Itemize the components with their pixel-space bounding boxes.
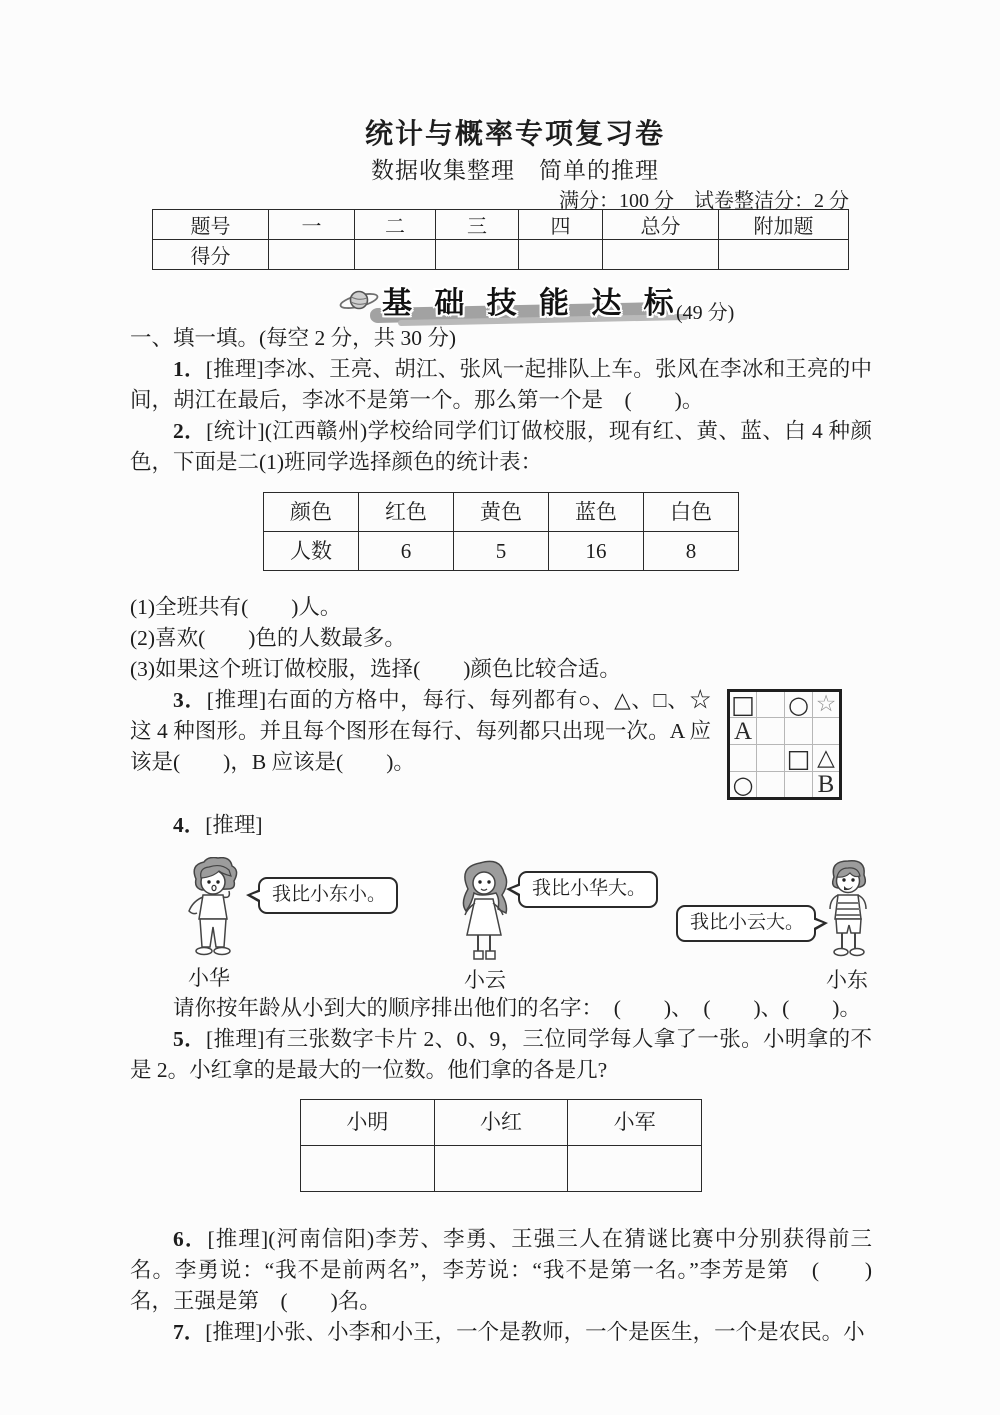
score-header-cell: 总分 xyxy=(603,210,719,240)
grid-cell-empty xyxy=(785,718,813,745)
grid-cell-circle: ○ xyxy=(785,691,813,718)
grid-row xyxy=(729,718,841,745)
score-table-header-row xyxy=(153,210,849,240)
question-1-number: 1． xyxy=(173,357,206,381)
answer-blank-cell xyxy=(568,1146,702,1192)
question-7-text: [推理]小张、小李和小王，一个是教师，一个是医生，一个是农民。小 xyxy=(205,1320,865,1344)
grid-cell-empty xyxy=(757,772,785,799)
question-2 xyxy=(130,416,872,478)
name-cell: 小军 xyxy=(568,1100,702,1146)
score-table-points-row xyxy=(153,240,849,270)
count-cell: 6 xyxy=(359,532,454,571)
grid-cell-empty xyxy=(757,691,785,718)
score-summary-table xyxy=(152,209,849,270)
question-4-illustration xyxy=(130,851,872,993)
question-5 xyxy=(130,1024,872,1086)
question-4-label xyxy=(130,810,872,841)
grid-cell-empty xyxy=(729,745,757,772)
score-header-cell: 附加题 xyxy=(719,210,849,240)
names-header-row xyxy=(301,1100,702,1146)
question-3-number: 3． xyxy=(173,688,207,712)
saturn-planet-icon xyxy=(338,286,380,316)
color-table-corner: 颜色 xyxy=(264,493,359,532)
question-1-text: [推理]李冰、王亮、胡江、张风一起排队上车。张风在李冰和王亮的中间，胡江在最后，李冰不是第一个。那么第一个是 ( )。 xyxy=(130,357,872,412)
grid-cell-star: ☆ xyxy=(813,691,841,718)
grid-cell-triangle: △ xyxy=(813,745,841,772)
score-header-cell: 题号 xyxy=(153,210,269,240)
count-cell: 8 xyxy=(644,532,739,571)
score-header-cell: 二 xyxy=(355,210,436,240)
grid-cell-empty xyxy=(813,718,841,745)
question-4-number: 4． xyxy=(173,813,206,837)
grid-row xyxy=(729,745,841,772)
score-blank-cell xyxy=(519,240,603,270)
score-blank-cell xyxy=(719,240,849,270)
question-5-number: 5． xyxy=(173,1027,206,1051)
question-6 xyxy=(130,1224,872,1317)
question-1 xyxy=(130,354,872,416)
section-points: (49 分) xyxy=(676,302,735,324)
grid-cell-B: B xyxy=(813,772,841,799)
score-header-cell: 三 xyxy=(436,210,519,240)
grid-row xyxy=(729,772,841,799)
name-cell: 小明 xyxy=(301,1100,435,1146)
score-blank-cell xyxy=(355,240,436,270)
card-answer-table xyxy=(300,1099,702,1192)
answer-blank-cell xyxy=(434,1146,568,1192)
grid-cell-A: A xyxy=(729,718,757,745)
color-cell: 红色 xyxy=(359,493,454,532)
counts-row-label: 人数 xyxy=(264,532,359,571)
kid-name-xiaohua: 小华 xyxy=(188,966,230,990)
color-table-header-row xyxy=(264,493,739,532)
girl-xiaoyun-illustration xyxy=(450,859,522,965)
question-4-tag: [推理] xyxy=(205,813,263,837)
uniform-color-stats-table xyxy=(263,492,739,571)
shape-logic-grid xyxy=(727,689,842,800)
boy-xiaohua-illustration xyxy=(172,857,254,961)
question-6-text: [推理](河南信阳)李芳、李勇、王强三人在猜谜比赛中分别获得前三名。李勇说：“我不是前两名”，李芳说：“我不是第一名。”李芳是第 ( )名，王强是第 ( )名。 xyxy=(130,1227,872,1313)
grid-cell-circle: ○ xyxy=(729,772,757,799)
questions-area xyxy=(130,323,872,1348)
color-cell: 蓝色 xyxy=(549,493,644,532)
question-2-number: 2． xyxy=(173,419,207,443)
score-header-cell: 一 xyxy=(269,210,355,240)
score-row-label: 得分 xyxy=(153,240,269,270)
name-cell: 小红 xyxy=(434,1100,568,1146)
count-cell: 5 xyxy=(454,532,549,571)
question-3-text: [推理]右面的方格中，每行、每列都有○、△、□、☆这 4 种图形。并且每个图形在每行、每列都只出现一次。A 应该是( )，B 应该是( )。 xyxy=(130,688,711,774)
grid-row xyxy=(729,691,841,718)
score-blank-cell xyxy=(603,240,719,270)
speech-bubble-xiaohua: 我比小东小。 xyxy=(258,877,398,914)
grid-cell-empty xyxy=(757,718,785,745)
boy-xiaodong-illustration xyxy=(814,857,882,963)
grid-cell-empty xyxy=(757,745,785,772)
question-7 xyxy=(130,1317,872,1348)
question-2-sub-2: (2)喜欢( )色的人数最多。 xyxy=(130,626,406,650)
kid-name-xiaodong: 小东 xyxy=(826,968,868,992)
grid-cell-empty xyxy=(785,772,813,799)
section-title: 基 础 技 能 达 标 xyxy=(382,287,681,320)
grid-cell-square: □ xyxy=(785,745,813,772)
question-4-text: 请你按年龄从小到大的顺序排出他们的名字： ( )、 ( )、( )。 xyxy=(173,996,861,1020)
kid-name-xiaoyun: 小云 xyxy=(464,968,506,992)
speech-bubble-xiaoyun: 我比小华大。 xyxy=(518,871,658,908)
question-2-text: [统计](江西赣州)学校给同学们订做校服，现有红、黄、蓝、白 4 种颜色，下面是二(1)班同学选择颜色的统计表： xyxy=(130,419,872,474)
page-title: 统计与概率专项复习卷 xyxy=(364,119,665,150)
score-blank-cell xyxy=(436,240,519,270)
question-7-number: 7． xyxy=(173,1320,206,1344)
page-subtitle: 数据收集整理 简单的推理 xyxy=(371,158,659,183)
question-2-sub-3: (3)如果这个班订做校服，选择( )颜色比较合适。 xyxy=(130,657,621,681)
part-one-heading: 一、填一填。(每空 2 分，共 30 分) xyxy=(130,326,457,350)
grid-cell-square: □ xyxy=(729,691,757,718)
score-blank-cell xyxy=(269,240,355,270)
answer-blank-cell xyxy=(301,1146,435,1192)
full-score-note: 满分：100 分 试卷整洁分：2 分 xyxy=(559,190,849,212)
color-cell: 黄色 xyxy=(454,493,549,532)
speech-bubble-xiaodong: 我比小云大。 xyxy=(676,905,816,942)
question-6-number: 6． xyxy=(173,1227,208,1251)
color-cell: 白色 xyxy=(644,493,739,532)
color-table-counts-row xyxy=(264,532,739,571)
count-cell: 16 xyxy=(549,532,644,571)
score-header-cell: 四 xyxy=(519,210,603,240)
names-blank-row xyxy=(301,1146,702,1192)
question-5-text: [推理]有三张数字卡片 2、0、9，三位同学每人拿了一张。小明拿的不是 2。小红拿的是最大的一位数。他们拿的各是几? xyxy=(130,1027,872,1082)
question-2-sub-1: (1)全班共有( )人。 xyxy=(130,595,342,619)
